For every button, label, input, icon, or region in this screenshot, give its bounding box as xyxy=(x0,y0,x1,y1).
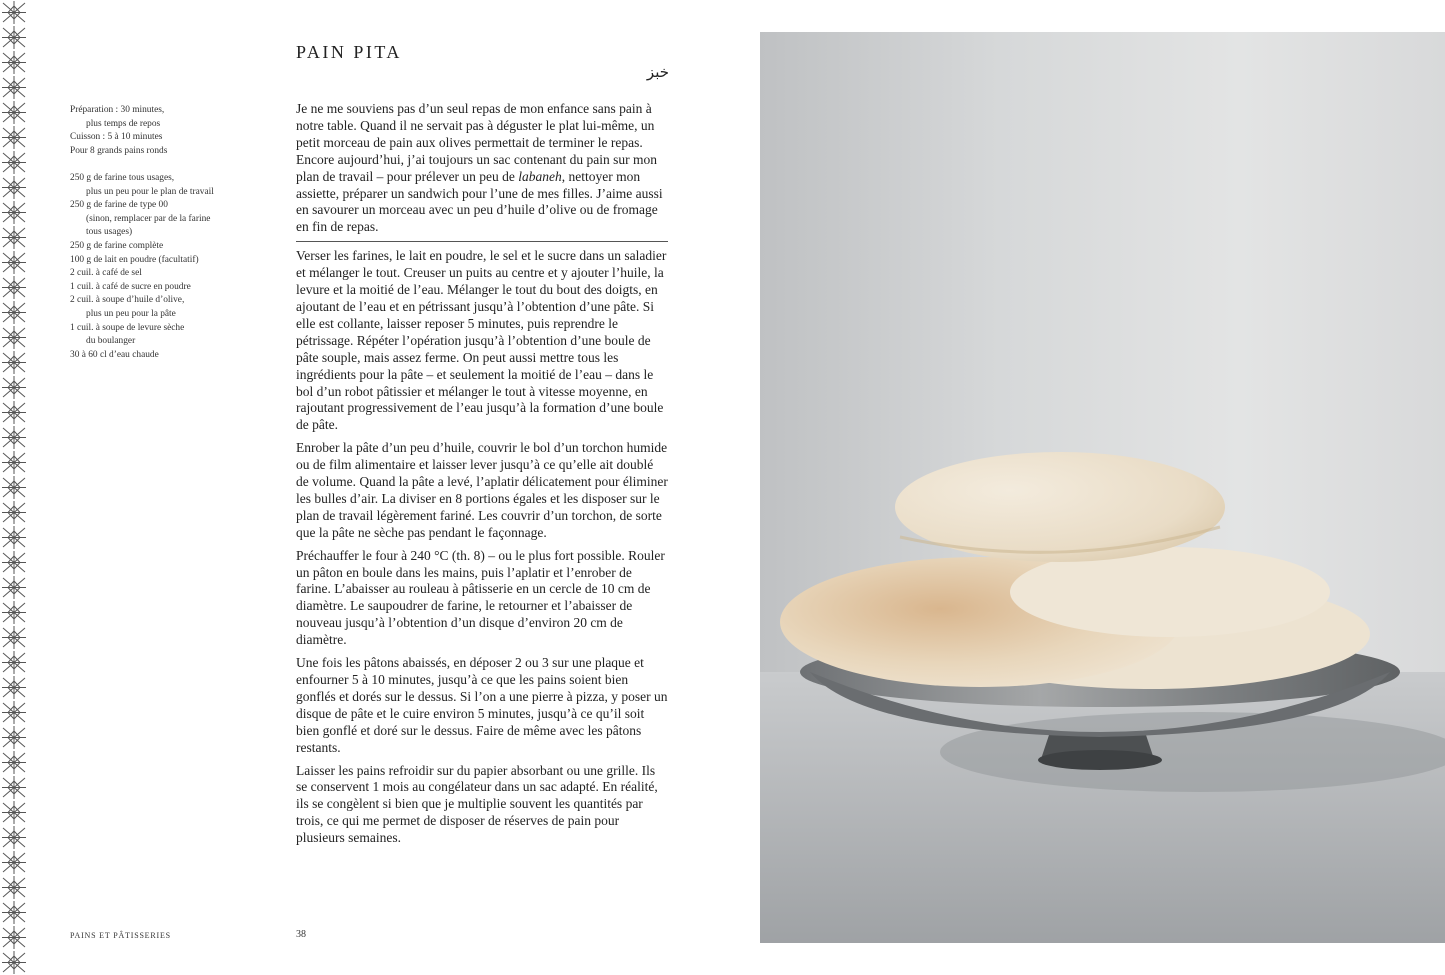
ingredient-line: 100 g de lait en poudre (facultatif) xyxy=(70,254,199,265)
intro-emphasis: labaneh xyxy=(518,168,562,184)
divider xyxy=(296,241,668,242)
ingredient-line: 2 cuil. à café de sel xyxy=(70,268,142,279)
ingredient-line: plus un peu pour la pâte xyxy=(86,308,176,319)
recipe-meta xyxy=(70,104,270,158)
meta-line: plus temps de repos xyxy=(86,118,161,129)
recipe-body xyxy=(296,101,668,853)
pita-bread-photo xyxy=(760,32,1445,943)
method-step: Une fois les pâtons abaissés, en déposer 2 ou 3 sur une plaque et enfourner 5 à 10 minutes, jusqu’à ce que les pains soient bien gonflés et dorés sur le dessus. Si l’on a une pierre à pizza, y poser un disque de pâte et le cuire environ 5 minutes, jusqu’à ce qu’il soit bien gonflé et doré sur le dessus. Faire de même avec les pâtons restants. xyxy=(296,655,668,755)
section-footer: PAINS ET PÂTISSERIES xyxy=(70,931,171,940)
meta-line: Pour 8 grands pains ronds xyxy=(70,145,168,156)
method-step: Verser les farines, le lait en poudre, le sel et le sucre dans un saladier et mélanger le tout. Creuser un puits au centre et y ajouter l’huile, la levure et la moitié de l’eau. Mélanger le tout du bout des doigts, en ajoutant de l’eau et en pétrissant jusqu’à l’obtention d’une pâte. Si elle est collante, laisser reposer 5 minutes, puis reprendre le pétrissage. Répéter l’opération jusqu’à l’obtention d’une boule de pâte souple, mais assez ferme. On peut aussi mettre tous les ingrédients pour la pâte – et seulement la moitié de l’eau – dans le bol d’un robot pâtissier et mélanger le tout à vitesse moyenne, en rajoutant progressivement de l’eau jusqu’à la formation d’une boule de pâte. xyxy=(296,248,667,433)
ingredient-line: 250 g de farine complète xyxy=(70,240,164,251)
ingredient-line: plus un peu pour le plan de travail xyxy=(86,186,214,197)
ingredient-line: tous usages) xyxy=(86,227,133,238)
page-number: 38 xyxy=(296,929,306,940)
ingredient-line: 1 cuil. à soupe de levure sèche xyxy=(70,322,185,333)
intro-text: , nettoyer mon assiette, préparer un sandwich pour l’une de mes filles. J’aime aussi en savourer un morceau avec un peu d’huile d’olive ou de fromage en fin de repas. xyxy=(296,168,663,235)
recipe-sidebar xyxy=(70,104,270,362)
arabic-title: خبز xyxy=(646,63,669,81)
decorative-border xyxy=(0,0,28,975)
meta-line: Préparation : 30 minutes, xyxy=(70,105,165,115)
recipe-title: PAIN PITA xyxy=(296,42,402,62)
method-step: Préchauffer le four à 240 °C (th. 8) – ou le plus fort possible. Rouler un pâton en boule dans les mains, puis l’aplatir et l’enrober de farine. L’abaisser au rouleau à pâtisserie en un cercle de 10 cm de diamètre. Le saupoudrer de farine, le retourner et l’abaisser de nouveau jusqu’à l’obtention d’un disque d’environ 20 cm de diamètre. xyxy=(296,547,665,648)
intro-paragraph xyxy=(296,101,668,241)
ingredient-line: 2 cuil. à soupe d’huile d’olive, xyxy=(70,295,185,306)
ingredient-line: 1 cuil. à café de sucre en poudre xyxy=(70,281,191,292)
ingredient-line: 30 à 60 cl d’eau chaude xyxy=(70,349,159,360)
method-step: Enrober la pâte d’un peu d’huile, couvrir le bol d’un torchon humide ou de film alimentaire et laisser lever jusqu’à ce qu’elle ait doublé de volume. Quand la pâte a levé, l’aplatir délicatement pour éliminer les bulles d’air. La diviser en 8 portions égales et les disposer sur le plan de travail légèrement fariné. Les couvrir d’un torchon, de sorte que la pâte ne sèche pas pendant le façonnage. xyxy=(296,440,668,540)
method-step: Laisser les pains refroidir sur du papier absorbant ou une grille. Ils se conservent 1 mois au congélateur dans un sac adapté. En réalité, ils se congèlent si bien que je multiplie souvent les quantités par trois, ce qui me permet de disposer de réserves de pain pour plusieurs semaines. xyxy=(296,762,658,846)
ingredient-line: du boulanger xyxy=(86,336,136,347)
ingredient-line: 250 g de farine de type 00 xyxy=(70,200,168,211)
ingredient-list xyxy=(70,172,270,362)
intro-text: Je ne me souviens pas d’un seul repas de mon enfance sans pain à notre table. Quand il ne servait pas à déguster le plat lui-même, un petit morceau de pain aux olives permettait de terminer le repas. Encore aujourd’hui, j’ai toujours un sac contenant du pain sur mon plan de travail – pour prélever un peu de xyxy=(296,101,658,184)
meta-line: Cuisson : 5 à 10 minutes xyxy=(70,132,163,143)
ingredient-line: (sinon, remplacer par de la farine xyxy=(86,213,211,224)
ingredient-line: 250 g de farine tous usages, xyxy=(70,172,175,183)
